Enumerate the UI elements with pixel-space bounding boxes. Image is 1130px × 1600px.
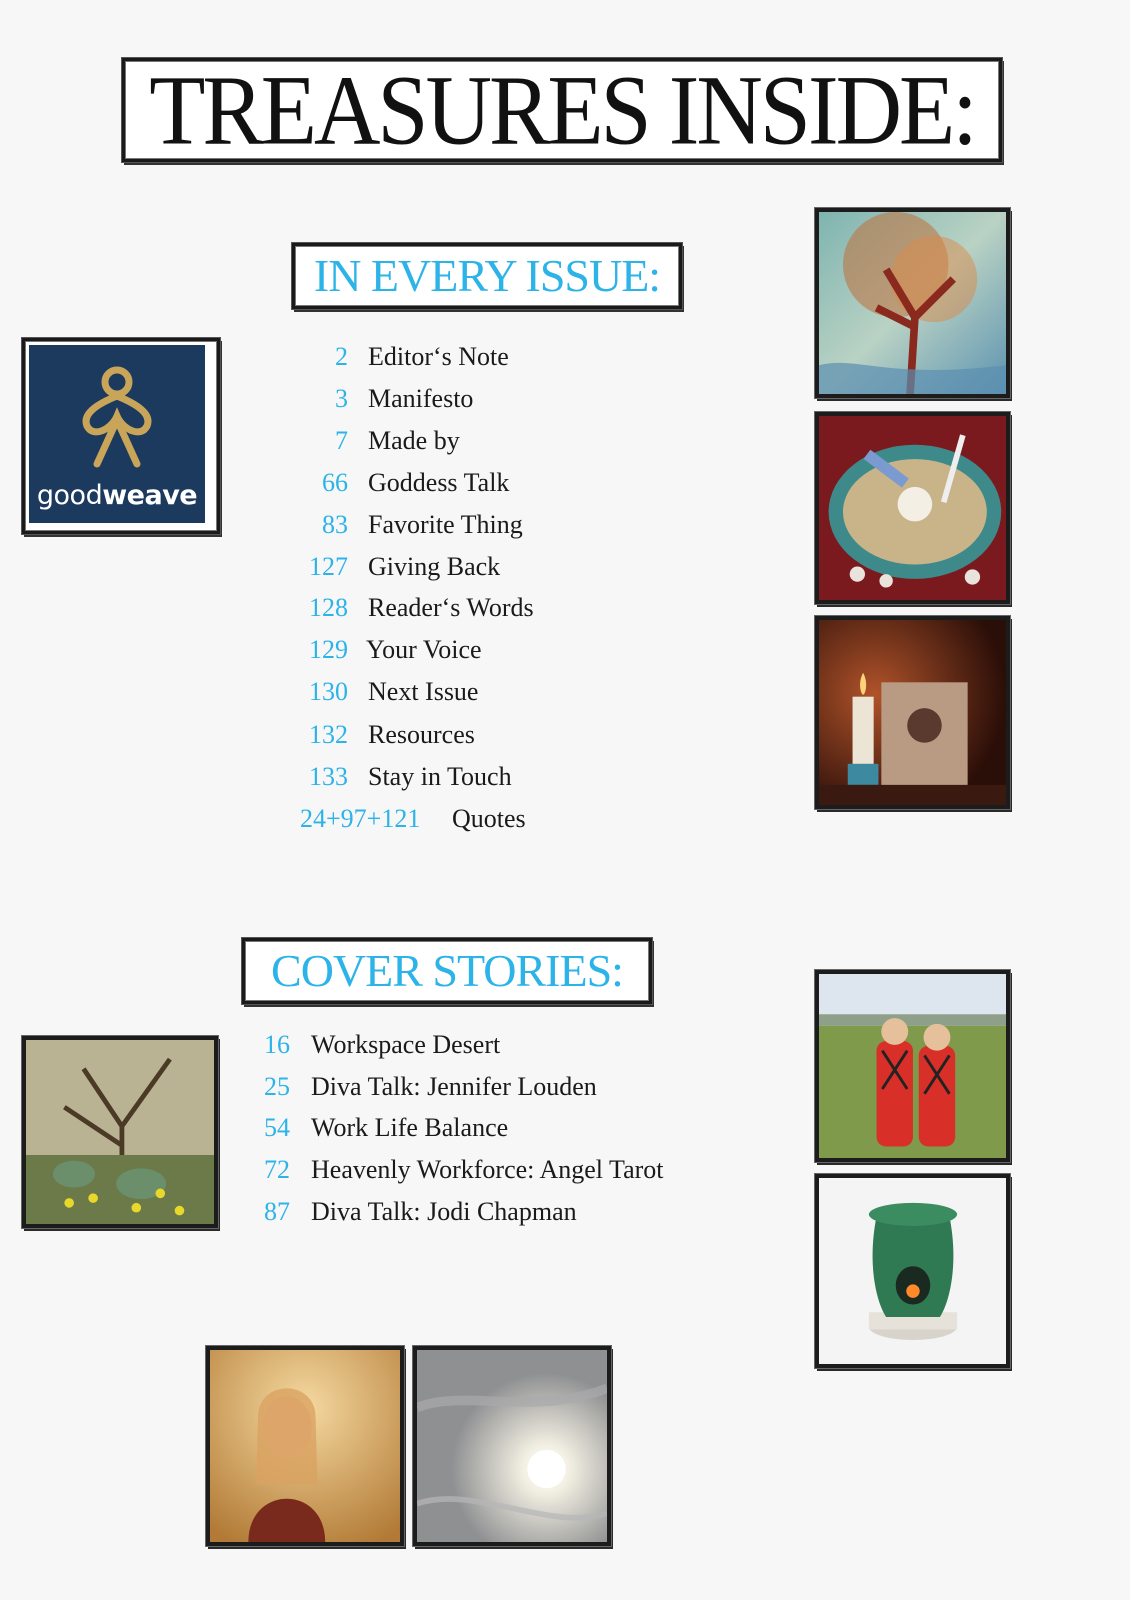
goodweave-wordmark: goodweave xyxy=(36,480,198,511)
goodweave-logo xyxy=(29,345,205,523)
item-label: Your Voice xyxy=(366,635,482,664)
item-label: Favorite Thing xyxy=(368,510,523,539)
page-number: 128 xyxy=(309,593,348,622)
every-issue-heading-box xyxy=(292,243,682,309)
oil-burner-image xyxy=(815,1174,1010,1368)
page-number: 7 xyxy=(335,426,348,455)
page-number: 130 xyxy=(309,677,348,706)
item-label: Reader‘s Words xyxy=(368,593,534,622)
skydivers-image xyxy=(815,970,1010,1162)
page-number: 83 xyxy=(322,510,348,539)
item-label: Diva Talk: Jodi Chapman xyxy=(311,1197,577,1226)
page-number: 54 xyxy=(264,1113,290,1142)
item-label: Workspace Desert xyxy=(311,1030,501,1059)
tree-painting-image xyxy=(815,208,1010,398)
candle-image xyxy=(815,616,1010,809)
altar-image xyxy=(815,412,1010,604)
desert-cactus-image xyxy=(22,1036,218,1228)
goodweave-figure-icon xyxy=(67,364,167,474)
page-title: TREASURES INSIDE: xyxy=(149,54,975,166)
item-label: Editor‘s Note xyxy=(368,342,509,371)
item-label: Heavenly Workforce: Angel Tarot xyxy=(311,1155,664,1184)
page-title-box xyxy=(122,54,1002,166)
page-number: 16 xyxy=(264,1030,290,1059)
page-number: 66 xyxy=(322,468,348,497)
item-label: Goddess Talk xyxy=(368,468,510,497)
page-number: 87 xyxy=(264,1197,290,1226)
cover-stories-heading: COVER STORIES: xyxy=(271,945,623,996)
page-number: 132 xyxy=(309,720,348,749)
item-label: Made by xyxy=(368,426,460,455)
item-label: Work Life Balance xyxy=(311,1113,509,1142)
goodweave-logo-frame xyxy=(22,338,220,534)
item-label: Giving Back xyxy=(368,552,501,581)
page-number: 25 xyxy=(264,1072,290,1101)
sky-sun-image xyxy=(413,1346,611,1546)
page-number: 72 xyxy=(264,1155,290,1184)
woman-portrait-image xyxy=(206,1346,404,1546)
cover-stories-heading-box xyxy=(242,938,652,1004)
page-number: 133 xyxy=(309,762,348,791)
page-number: 129 xyxy=(309,635,348,664)
page-number: 24+97+121 xyxy=(300,804,421,833)
item-label: Diva Talk: Jennifer Louden xyxy=(311,1072,597,1101)
item-label: Quotes xyxy=(452,804,526,833)
item-label: Resources xyxy=(368,720,475,749)
page-number: 3 xyxy=(335,384,348,413)
page-number: 127 xyxy=(309,552,348,581)
item-label: Next Issue xyxy=(368,677,479,706)
item-label: Stay in Touch xyxy=(368,762,512,791)
item-label: Manifesto xyxy=(368,384,474,413)
page-number: 2 xyxy=(335,342,348,371)
every-issue-heading: IN EVERY ISSUE: xyxy=(313,250,661,301)
